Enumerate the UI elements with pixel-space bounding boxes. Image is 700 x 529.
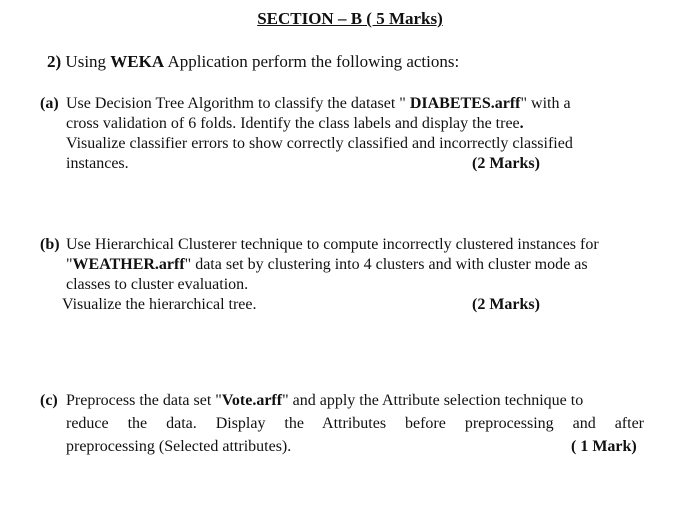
part-a-line-3: Visualize classifier errors to show correctly classified and incorrectly classified bbox=[66, 135, 573, 152]
part-c-line-2: reduce the data. Display the Attributes before preprocessing and after bbox=[66, 415, 644, 432]
part-c-marks: ( 1 Mark) bbox=[571, 438, 637, 455]
question-suffix: Application perform the following actions: bbox=[164, 52, 460, 71]
part-b-line-2-pre: " bbox=[66, 256, 73, 273]
question-app: WEKA bbox=[110, 52, 165, 71]
section-title: SECTION – B ( 5 Marks) bbox=[257, 9, 443, 28]
part-a-marks: (2 Marks) bbox=[472, 155, 540, 172]
part-c-label: (c) bbox=[40, 392, 58, 409]
part-b-dataset: WEATHER.arff bbox=[72, 256, 185, 273]
part-c-line-1-pre: Preprocess the data set " bbox=[66, 392, 222, 409]
part-a-line-1 bbox=[66, 94, 571, 114]
question-number: 2) bbox=[47, 52, 62, 71]
part-b-line-4: Visualize the hierarchical tree. bbox=[62, 296, 257, 313]
part-c-line-1 bbox=[66, 391, 646, 411]
part-c-line-3: preprocessing (Selected attributes). bbox=[66, 438, 292, 455]
part-a-label: (a) bbox=[40, 95, 59, 112]
part-b-label: (b) bbox=[40, 236, 60, 253]
question-heading bbox=[47, 52, 459, 72]
part-a-line-2 bbox=[66, 114, 524, 134]
part-b-line-2-post: " data set by clustering into 4 clusters and with cluster mode as bbox=[184, 256, 588, 273]
part-b-line-1: Use Hierarchical Clusterer technique to compute incorrectly clustered instances for bbox=[66, 236, 599, 253]
part-b-line-2 bbox=[66, 255, 588, 275]
part-a-line-2-bold: . bbox=[519, 115, 524, 132]
question-prefix: Using bbox=[65, 52, 111, 71]
part-a-dataset: DIABETES.arff bbox=[409, 95, 521, 112]
part-a-line-1-post: " with a bbox=[520, 95, 571, 112]
part-b-line-3: classes to cluster evaluation. bbox=[66, 276, 249, 293]
part-c-dataset: Vote.arff bbox=[221, 392, 283, 409]
part-b-marks: (2 Marks) bbox=[472, 296, 540, 313]
part-a-line-1-pre: Use Decision Tree Algorithm to classify the dataset " bbox=[66, 95, 410, 112]
part-a-line-4: instances. bbox=[66, 155, 129, 172]
part-a-line-2-pre: cross validation of 6 folds. Identify the class labels and display the tree bbox=[66, 115, 520, 132]
part-c-line-1-post: " and apply the Attribute selection technique to bbox=[282, 392, 584, 409]
